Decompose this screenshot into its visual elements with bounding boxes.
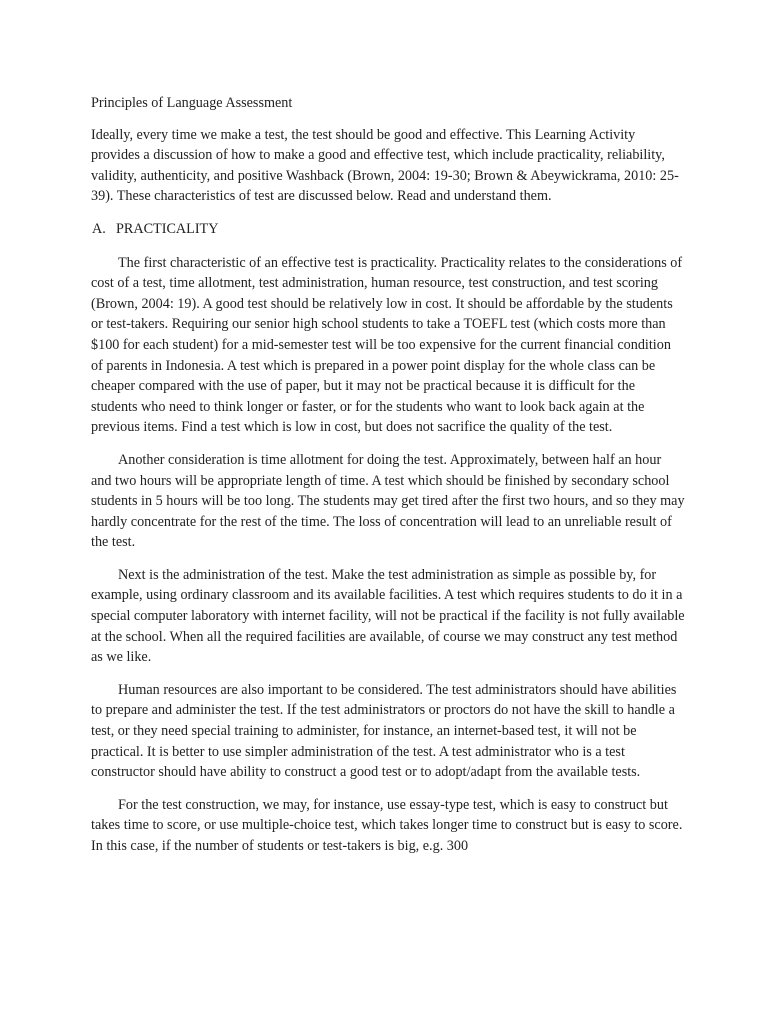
section-letter: A. <box>92 220 106 237</box>
paragraph-test-construction: For the test construction, we may, for instance, use essay-type test, which is easy to construct but takes time to score, or use multiple-choice test, which takes longer time to construct but is easy to score. In this case, if the number of students or test-takers is big, e.g. 300 <box>91 796 683 854</box>
paragraph-time-allotment: Another consideration is time allotment for doing the test. Approximately, between half an hour and two hours will be appropriate length of time. A test which should be finished by secondary school students in 5 hours will be too long. The students may get tired after the first two hours, and so they may hardly concentrate for the rest of the time. The loss of concentration will lead to an unreliable result of the test. <box>91 451 685 551</box>
paragraph-human-resources: Human resources are also important to be considered. The test administrators should have abilities to prepare and administer the test. If the test administrators or proctors do not have the skill to handle a test, or they need special training to administer, for instance, an internet-based test, it will not be practical. It is better to use simpler administration of the test. A test administrator who is a test constructor should have ability to construct a good test or to adopt/adapt from the available tests. <box>91 681 677 781</box>
section-heading-practicality <box>91 219 685 240</box>
document-page <box>91 93 685 869</box>
paragraph-cost: The first characteristic of an effective test is practicality. Practicality relates to the considerations of cost of a test, time allotment, test administration, human resource, test construction, and test scoring (Brown, 2004: 19). A good test should be relatively low in cost. It should be affordable by the students or test-takers. Requiring our senior high school students to take a TOEFL test (which costs more than $100 for each student) for a mid-semester test will be too expensive for the current financial condition of parents in Indonesia. A test which is prepared in a power point display for the whole class can be cheaper compared with the use of paper, but it may not be practical because it is difficult for the students who need to think longer or faster, or for the students who want to look back again at the previous items. Find a test which is low in cost, but does not sacrifice the quality of the test. <box>91 254 683 436</box>
paragraph-administration: Next is the administration of the test. Make the test administration as simple as possible by, for example, using ordinary classroom and its available facilities. A test which requires students to do it in a special computer laboratory with internet facility, will not be practical if the facility is not fully available at the school. When all the required facilities are available, of course we may construct any test method as we like. <box>91 566 685 666</box>
section-title: PRACTICALITY <box>116 220 219 237</box>
intro-paragraph: Ideally, every time we make a test, the test should be good and effective. This Learning Activity provides a discussion of how to make a good and effective test, which include practicality, reliability, validity, authenticity, and positive Washback (Brown, 2004: 19-30; Brown & Abeywickrama, 2010: 25-39). These characteristics of test are discussed below. Read and understand them. <box>91 126 679 205</box>
document-title: Principles of Language Assessment <box>91 95 293 111</box>
